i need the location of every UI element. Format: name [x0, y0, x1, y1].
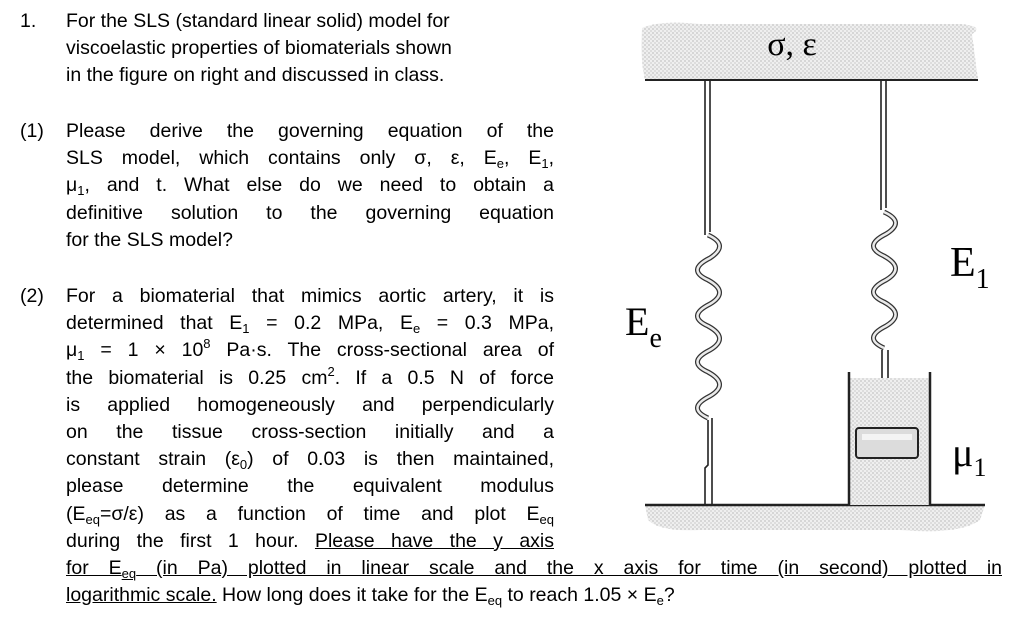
part-2-line: during the first 1 hour. Please have the y axis [66, 529, 554, 552]
part-2-number: (2) [20, 285, 44, 307]
question-1-line: For the SLS (standard linear solid) model for [66, 10, 450, 32]
label-mu1: $\mu_1$ [952, 430, 987, 482]
part-2-line: on the tissue cross-section initially and a [66, 421, 554, 444]
part-1-line-5: for the SLS model? [66, 228, 233, 251]
label-e1: $E_1$ [950, 240, 990, 295]
question-1-line: in the figure on right and discussed in class. [66, 64, 445, 87]
part-1-line-3: $\mu_1$, and t. What else do we need to obtain a [66, 174, 554, 199]
part-1-text [66, 118, 554, 254]
question-1-text [66, 8, 556, 90]
part-2-wide-line: for $E_{eq}$ (in Pa) plotted in linear scale and the x axis for time (in second) plotted in [66, 557, 1002, 581]
part-1-line-2: SLS model, which contains only σ, ε, $E_e$, $E_1$, [66, 147, 554, 172]
spring-ee [697, 80, 719, 505]
part-2-line: please determine the equivalent modulus [66, 475, 554, 498]
part-2-line: the biomaterial is 0.25 $cm^2$. If a 0.5 N of force [66, 363, 554, 389]
part-2-line: For a biomaterial that mimics aortic artery, it is [66, 285, 554, 307]
dashpot-mu1 [849, 372, 930, 505]
label-sigma-epsilon: σ, ε [767, 26, 817, 63]
sls-model-figure [600, 0, 1010, 540]
question-1-number: 1. [20, 10, 37, 32]
part-2-line: constant strain $(\varepsilon_0)$ of 0.03 is then maintained, [66, 448, 554, 473]
spring-e1 [873, 80, 895, 428]
part-1-number: (1) [20, 120, 44, 142]
part-2-text [66, 283, 554, 555]
bottom-plate [645, 505, 985, 531]
label-ee: $E_e$ [625, 299, 662, 354]
part-2-line: $\mu_1 = 1 \times 10^8$ Pa·s. The cross-sectional area of [66, 336, 555, 364]
part-2-last-line: logarithmic scale. How long does it take for the $E_{eq}$ to reach $1.05 \times E_e$? [66, 584, 675, 608]
question-1-line: viscoelastic properties of biomaterials shown [66, 37, 452, 60]
part-1-line-1: Please derive the governing equation of the [66, 120, 554, 142]
part-2-line: determined that $E_1 = 0.2$ MPa, $E_e = 0.3$ MPa, [66, 312, 554, 337]
part-1-line-4: definitive solution to the governing equation [66, 201, 554, 224]
part-2-line: is applied homogeneously and perpendicularly [66, 393, 554, 416]
part-2-line: $(E_{eq}=\sigma/\varepsilon)$ as a function of time and plot $E_{eq}$ [66, 502, 554, 527]
